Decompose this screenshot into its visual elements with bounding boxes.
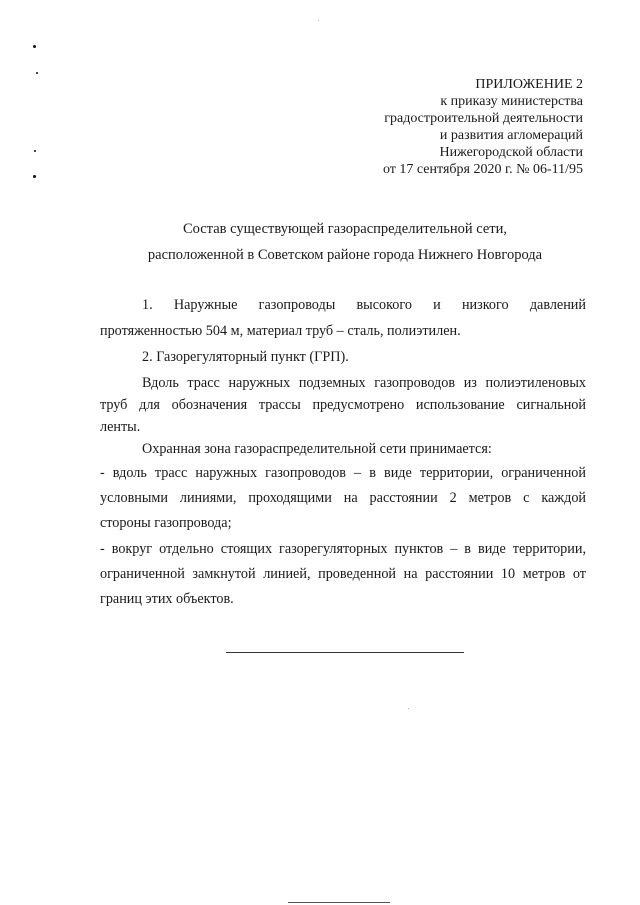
body-line: 2. Газорегуляторный пункт (ГРП).: [142, 349, 349, 365]
header-line: Нижегородской области: [439, 145, 583, 160]
body-line: труб для обозначения трассы предусмотрено использование сигнальной: [100, 397, 586, 413]
scan-speck: [34, 150, 36, 152]
end-rule: [226, 652, 464, 653]
body-line: 1. Наружные газопроводы высокого и низкого давлений: [142, 297, 586, 313]
scan-speck: [33, 45, 36, 48]
body-line: Охранная зона газораспределительной сети принимается:: [142, 441, 492, 457]
body-line: стороны газопровода;: [100, 515, 232, 531]
scan-speck: [318, 20, 319, 21]
header-line: и развития агломераций: [439, 128, 583, 143]
header-line: от 17 сентября 2020 г. № 06-11/95: [382, 162, 583, 177]
body-line: Вдоль трасс наружных подземных газопроводов из полиэтиленовых: [142, 375, 586, 391]
scan-speck: [33, 175, 36, 178]
header-line: к приказу министерства: [440, 94, 583, 109]
body-line: ленты.: [100, 419, 141, 435]
body-line: ограниченной замкнутой линией, проведенной на расстоянии 10 метров от: [100, 566, 586, 582]
body-line: протяженностью 504 м, материал труб – сталь, полиэтилен.: [100, 323, 461, 339]
document-title-line-2: расположенной в Советском районе города Нижнего Новгорода: [147, 247, 543, 263]
scan-speck: [408, 708, 409, 709]
document-title-line-1: Состав существующей газораспределительной сети,: [182, 221, 508, 237]
body-line: условными линиями, проходящими на расстоянии 2 метров с каждой: [100, 490, 586, 506]
body-line: - вдоль трасс наружных газопроводов – в виде территории, ограниченной: [100, 465, 586, 481]
body-line: - вокруг отдельно стоящих газорегуляторных пунктов – в виде территории,: [100, 541, 586, 557]
scan-speck: [36, 72, 38, 74]
header-line: градостроительной деятельности: [384, 111, 583, 126]
header-line: ПРИЛОЖЕНИЕ 2: [475, 77, 583, 92]
bottom-edge-rule: [288, 902, 390, 903]
appendix-header: [383, 76, 583, 178]
body-line: границ этих объектов.: [100, 591, 234, 607]
